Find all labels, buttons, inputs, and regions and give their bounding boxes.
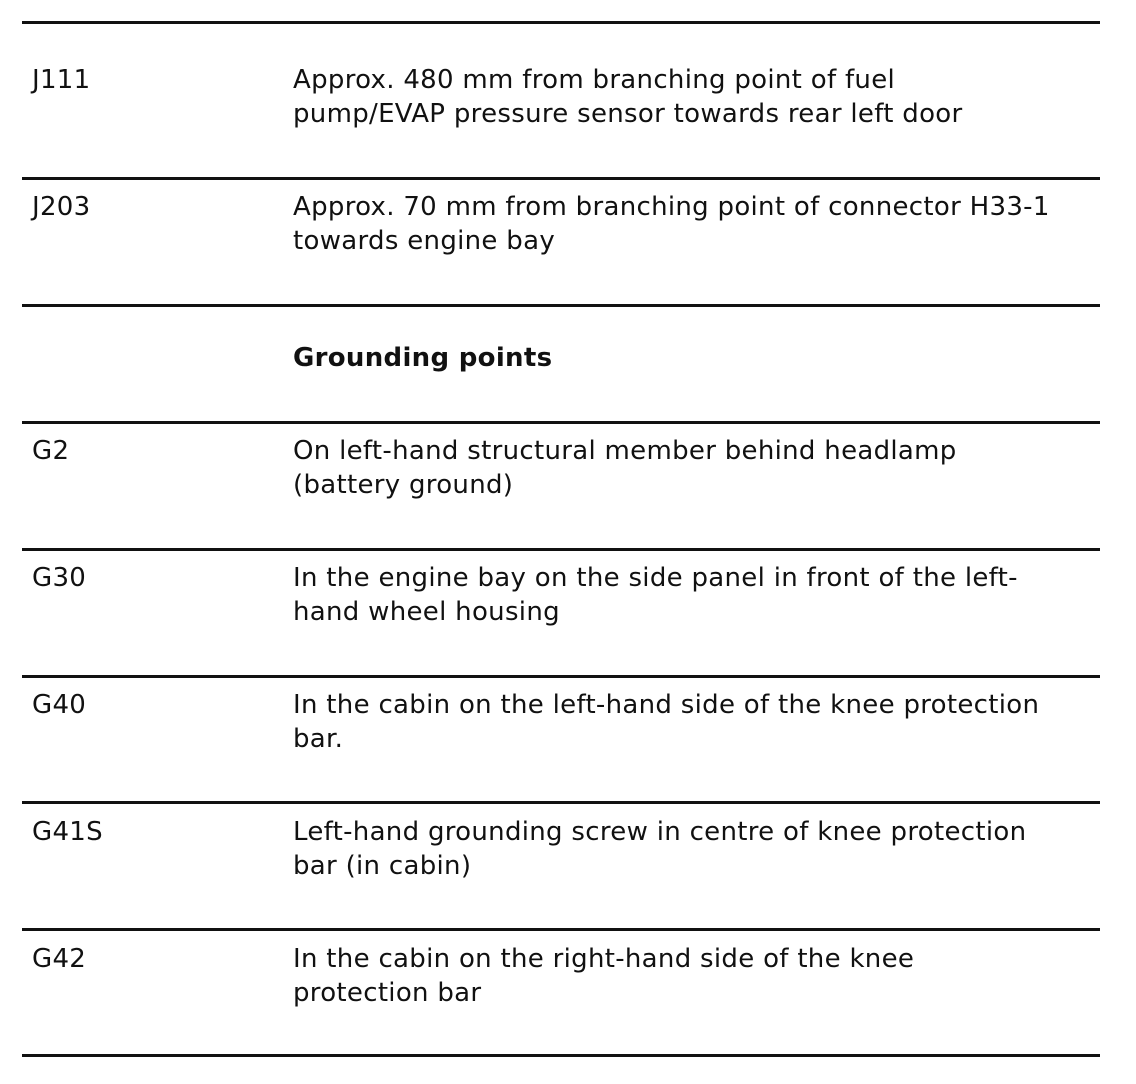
ground-location <box>293 942 1113 1010</box>
ground-code: G2 <box>32 436 70 466</box>
location-line: bar. <box>293 724 344 754</box>
ground-code: G30 <box>32 563 87 593</box>
connector-location <box>293 63 1113 131</box>
location-line: In the cabin on the left-hand side of the knee protection <box>293 690 1040 720</box>
table-bottom-rule <box>22 1054 1100 1057</box>
location-line: Approx. 70 mm from branching point of connector H33-1 <box>293 192 1050 222</box>
ground-location <box>293 815 1113 883</box>
ground-location <box>293 688 1113 756</box>
connector-code: J111 <box>32 65 91 95</box>
row-divider <box>22 421 1100 424</box>
location-line: pump/EVAP pressure sensor towards rear left door <box>293 99 963 129</box>
ground-location <box>293 561 1113 629</box>
table-top-rule <box>22 21 1100 24</box>
location-line: In the engine bay on the side panel in front of the left- <box>293 563 1018 593</box>
location-line: On left-hand structural member behind headlamp <box>293 436 957 466</box>
row-divider <box>22 304 1100 307</box>
ground-code: G41S <box>32 817 103 847</box>
location-line: protection bar <box>293 978 482 1008</box>
ground-location <box>293 434 1113 502</box>
row-divider <box>22 675 1100 678</box>
location-line: Left-hand grounding screw in centre of knee protection <box>293 817 1027 847</box>
ground-code: G40 <box>32 690 87 720</box>
location-line: hand wheel housing <box>293 597 560 627</box>
connector-code: J203 <box>32 192 91 222</box>
row-divider <box>22 928 1100 931</box>
row-divider <box>22 177 1100 180</box>
location-line: towards engine bay <box>293 226 556 256</box>
location-line: Approx. 480 mm from branching point of fuel <box>293 65 896 95</box>
location-line: In the cabin on the right-hand side of the knee <box>293 944 915 974</box>
ground-code: G42 <box>32 944 87 974</box>
section-heading-grounding-points: Grounding points <box>293 343 553 373</box>
row-divider <box>22 801 1100 804</box>
row-divider <box>22 548 1100 551</box>
location-line: (battery ground) <box>293 470 514 500</box>
location-line: bar (in cabin) <box>293 851 472 881</box>
connector-location <box>293 190 1113 258</box>
